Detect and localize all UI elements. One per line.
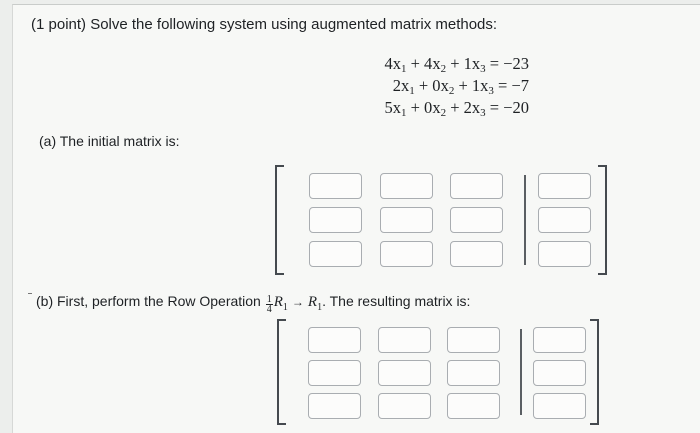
problem-statement: (1 point) Solve the following system using augmented matrix methods:: [31, 16, 498, 33]
part-b-suffix: . The resulting matrix is:: [322, 293, 471, 309]
equation-row-1: $4x_1 + 4x_2 + 1x_3 = -23$: [384, 54, 529, 75]
row-index: 1: [282, 302, 288, 313]
augment-divider: [524, 175, 526, 265]
coef: 4: [384, 54, 393, 73]
matrix-b-cell-r2-c1[interactable]: [308, 360, 361, 386]
equals: =: [498, 76, 508, 95]
matrix-b-cell-r1-c4[interactable]: [533, 327, 586, 353]
matrix-a-cell-r2-c2[interactable]: [380, 207, 433, 233]
coef: + 1: [458, 76, 481, 95]
matrix-a-cell-r2-c1[interactable]: [309, 207, 362, 233]
var: x: [392, 98, 401, 117]
equation-row-2: $2x_1 + 0x_2 + 1x_3 = -7$: [392, 76, 529, 97]
matrix-b-cell-r2-c2[interactable]: [378, 360, 431, 386]
equals: =: [489, 98, 500, 117]
coef: 2: [392, 76, 401, 95]
coef: + 1: [450, 54, 472, 73]
rhs: −23: [503, 54, 529, 73]
matrix-b-cell-r2-c3[interactable]: [447, 360, 500, 386]
matrix-b-cell-r1-c2[interactable]: [378, 327, 431, 353]
rhs: −7: [511, 76, 529, 95]
matrix-a-cell-r2-c4[interactable]: [538, 207, 591, 233]
matrix-a-cell-r3-c3[interactable]: [450, 241, 503, 267]
matrix-bracket-left: [275, 165, 284, 275]
arrow-icon: →: [291, 295, 304, 309]
matrix-bracket-right: [598, 165, 607, 275]
fraction-numerator: 1: [266, 294, 272, 305]
matrix-b-cell-r3-c1[interactable]: [308, 393, 361, 419]
row-letter: R: [273, 294, 283, 310]
fraction-denominator: 4: [266, 304, 272, 315]
augment-divider: [520, 329, 522, 415]
part-b-label: [36, 293, 470, 314]
matrix-b-cell-r3-c4[interactable]: [533, 393, 586, 419]
equation-row-3: $5x_1 + 0x_2 + 2x_3 = -20$: [384, 98, 529, 119]
part-a-label: (a) The initial matrix is:: [39, 133, 180, 149]
equals: =: [489, 54, 500, 73]
matrix-bracket-left: [277, 319, 286, 425]
var: x: [440, 76, 449, 95]
matrix-b-cell-r1-c1[interactable]: [308, 327, 361, 353]
var: x: [432, 98, 441, 117]
row-var: [273, 294, 288, 313]
var: x: [392, 54, 401, 73]
part-b-prefix: (b) First, perform the Row Operation: [36, 293, 261, 309]
var: x: [432, 54, 441, 73]
coef: + 2: [450, 98, 472, 117]
row-index: 1: [317, 302, 323, 313]
equation-system: [351, 53, 529, 119]
coef: + 0: [418, 76, 441, 95]
matrix-bracket-right: [590, 319, 599, 425]
rhs: −20: [503, 98, 529, 117]
var: x: [471, 98, 481, 117]
matrix-a-cell-r1-c2[interactable]: [380, 173, 433, 199]
matrix-a-cell-r1-c3[interactable]: [450, 173, 503, 199]
matrix-b-cell-r3-c2[interactable]: [378, 393, 431, 419]
fraction: [266, 295, 273, 314]
var: x: [471, 54, 481, 73]
matrix-a-cell-r1-c4[interactable]: [538, 173, 591, 199]
matrix-a-cell-r1-c1[interactable]: [309, 173, 362, 199]
matrix-b-cell-r2-c4[interactable]: [533, 360, 586, 386]
row-marker: [28, 293, 32, 294]
matrix-a-cell-r3-c1[interactable]: [309, 241, 362, 267]
coef: + 4: [410, 54, 433, 73]
initial-matrix: [275, 165, 607, 275]
question-panel: [12, 4, 700, 433]
matrix-a-cell-r3-c2[interactable]: [380, 241, 433, 267]
coef: + 0: [410, 98, 433, 117]
matrix-b-cell-r1-c3[interactable]: [447, 327, 500, 353]
resulting-matrix: [277, 319, 599, 425]
matrix-b-cell-r3-c3[interactable]: [447, 393, 500, 419]
matrix-a-cell-r3-c4[interactable]: [538, 241, 591, 267]
coef: 5: [384, 98, 393, 117]
matrix-a-cell-r2-c3[interactable]: [450, 207, 503, 233]
row-letter: R: [307, 294, 318, 310]
row-var-target: [307, 294, 323, 313]
var: x: [401, 76, 410, 95]
var: x: [480, 76, 489, 95]
